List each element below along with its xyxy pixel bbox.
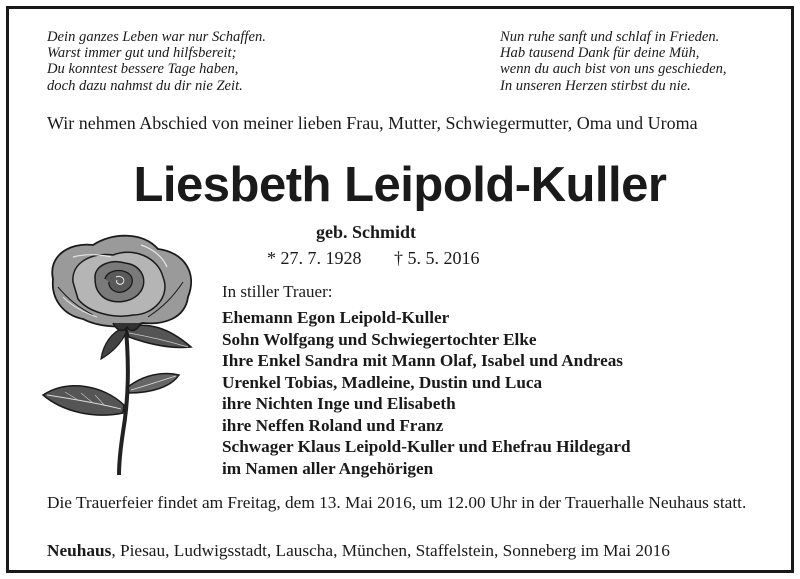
funeral-notice: Die Trauerfeier findet am Freitag, dem 13. Mai 2016, um 12.00 Uhr in der Trauerhalle Neuhaus statt.: [47, 493, 747, 512]
mourner-line: Urenkel Tobias, Madleine, Dustin und Luca: [222, 372, 543, 392]
poem-left-line: doch dazu nahmst du dir nie Zeit.: [47, 77, 243, 94]
intro-text: Wir nehmen Abschied von meiner lieben Frau, Mutter, Schwiegermutter, Oma und Uroma: [47, 113, 698, 133]
mourner-line: ihre Neffen Roland und Franz: [222, 415, 444, 435]
poem-right-line: Nun ruhe sanft und schlaf in Frieden.: [500, 29, 720, 45]
poem-left: [47, 29, 266, 94]
mourner-line: Schwager Klaus Leipold-Kuller und Ehefrau Hildegard: [222, 437, 631, 456]
mourner-line: Ihre Enkel Sandra mit Mann Olaf, Isabel und Andreas: [222, 351, 623, 370]
mourning-label: In stiller Trauer:: [222, 282, 333, 301]
poem-left-line: Dein ganzes Leben war nur Schaffen.: [47, 29, 266, 45]
mourners-list: [222, 307, 631, 479]
mourner-line: Ehemann Egon Leipold-Kuller: [222, 308, 450, 327]
poem-left-line: Du konntest bessere Tage haben,: [47, 61, 239, 78]
mourner-line: Sohn Wolfgang und Schwiegertochter Elke: [222, 329, 537, 349]
footer-place: Neuhaus: [47, 541, 112, 560]
poem-right-line: Hab tausend Dank für deine Müh,: [500, 45, 700, 62]
maiden-name: geb. Schmidt: [316, 222, 417, 242]
mourner-line: im Namen aller Angehörigen: [222, 458, 434, 478]
birth-date: * 27. 7. 1928: [267, 248, 362, 268]
life-dates: [267, 248, 480, 269]
death-date: † 5. 5. 2016: [394, 248, 480, 268]
deceased-name: Liesbeth Leipold-Kuller: [133, 158, 667, 212]
footer-places: [47, 541, 670, 561]
mourner-line: ihre Nichten Inge und Elisabeth: [222, 394, 456, 413]
poem-right-line: wenn du auch bist von uns geschieden,: [500, 61, 727, 78]
obituary-frame: [6, 6, 794, 573]
poem-right: [500, 29, 727, 94]
poem-left-line: Warst immer gut und hilfsbereit;: [47, 45, 237, 62]
rose-icon: [33, 227, 203, 477]
footer-rest: , Piesau, Ludwigsstadt, Lauscha, München, Staffelstein, Sonneberg im Mai 2016: [111, 541, 670, 560]
poem-right-line: In unseren Herzen stirbst du nie.: [500, 77, 691, 94]
